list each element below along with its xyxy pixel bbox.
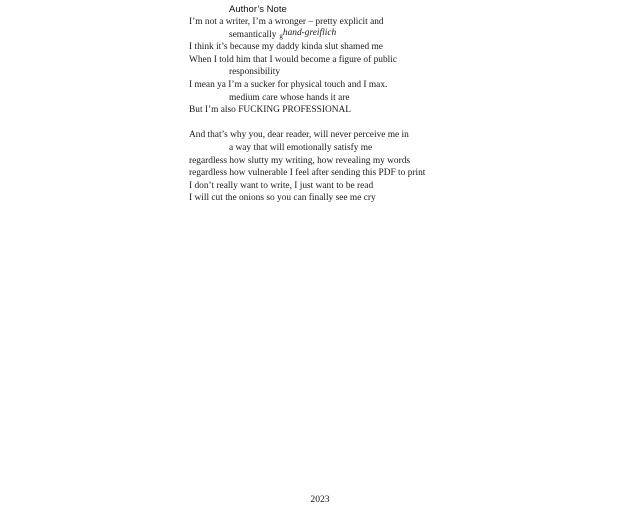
aside-mark: g [279, 31, 283, 40]
page-title: Author’s Note [229, 4, 287, 15]
poem-body [189, 16, 489, 205]
poem-line-text: semantically [229, 29, 277, 40]
footer-year: 2023 [310, 494, 330, 505]
poem-line: responsibility [229, 67, 281, 78]
poem-line: I mean ya I’m a sucker for physical touch and I max. [189, 79, 388, 90]
poem-line: I’m not a writer, I’m a wronger – pretty explicit and [189, 17, 384, 27]
stanza-break [189, 117, 489, 130]
poem-line: And that’s why you, dear reader, will never perceive me in [189, 130, 409, 141]
poem-line: I don’t really want to write, I just want to be read [189, 180, 374, 191]
poem-line: When I told him that I would become a figure of public [189, 54, 398, 65]
poem-line: regardless how vulnerable I feel after sending this PDF to print [189, 168, 426, 179]
poem-line-with-aside [189, 29, 489, 42]
poem-line: a way that will emotionally satisfy me [229, 142, 373, 153]
poem-line: medium care whose hands it are [229, 92, 350, 103]
aside-term: hand-greiflich [282, 27, 337, 38]
poem-line: I will cut the onions so you can finally see me cry [189, 193, 376, 204]
poem-line: I think it’s because my daddy kinda slut shamed me [189, 42, 383, 53]
poem-line: regardless how slutty my writing, how revealing my words [189, 155, 411, 166]
poem-line: But I’m also FUCKING PROFESSIONAL [189, 105, 351, 116]
